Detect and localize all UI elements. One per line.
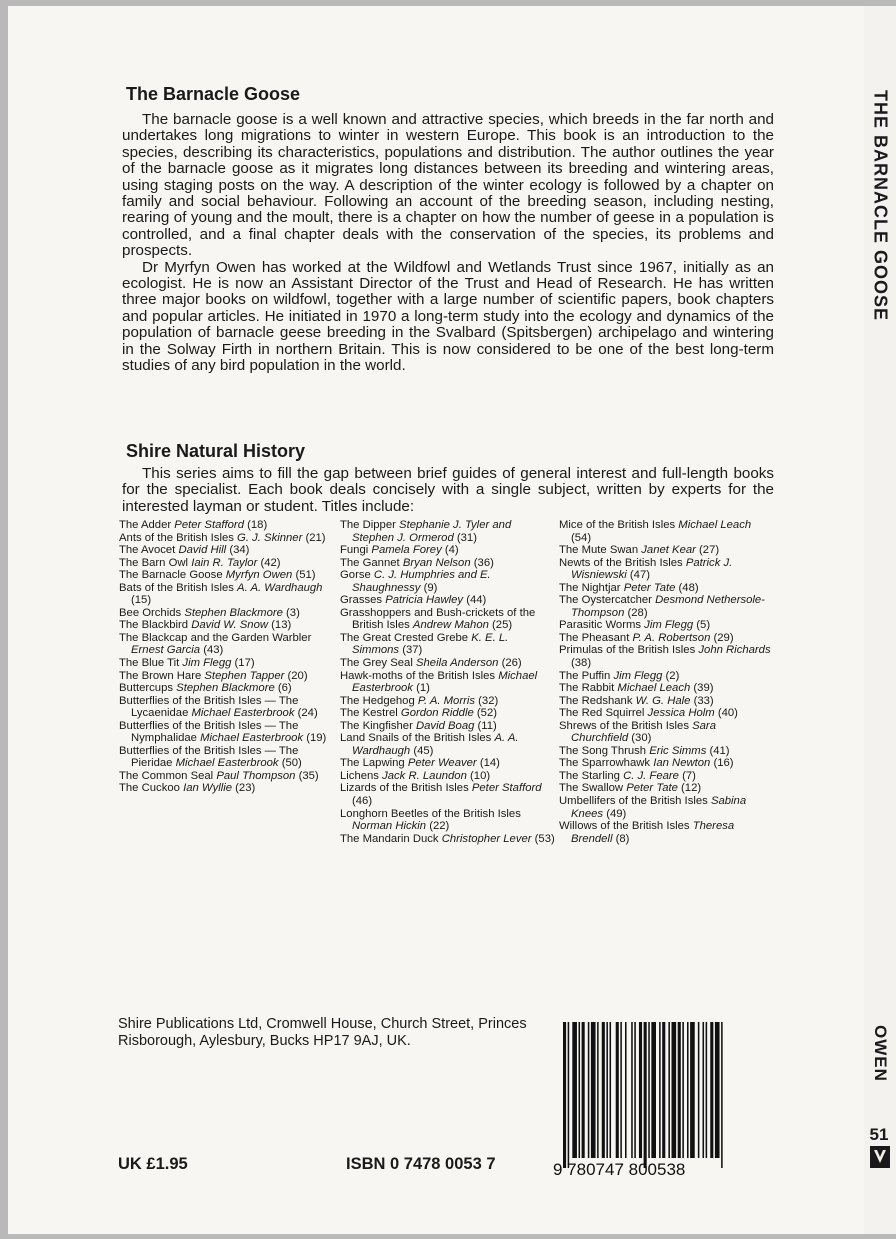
book-number: (23) xyxy=(235,782,256,795)
book-number: (6) xyxy=(277,682,292,695)
book-number: (15) xyxy=(131,594,152,607)
book-title: The Adder xyxy=(119,519,172,531)
list-item xyxy=(340,557,556,570)
book-title: Buttercups xyxy=(119,682,174,695)
series-intro: This series aims to fill the gap between brief guides of general interest and full-length books for the specialist. Each book deals concisely with a single subject, written by experts for the interested layman or student. Titles include: xyxy=(122,465,774,515)
book-author: Sabina Knees xyxy=(571,795,747,820)
list-item xyxy=(559,770,774,783)
barcode-bar xyxy=(682,1022,684,1158)
list-item xyxy=(340,632,556,657)
titles-column-1 xyxy=(119,519,339,795)
book-number: (25) xyxy=(492,619,513,632)
book-author: C. J. Feare xyxy=(623,769,679,782)
list-item xyxy=(119,745,339,770)
barcode-bar xyxy=(672,1022,677,1158)
barcode-bar xyxy=(588,1022,590,1158)
book-author: Janet Kear xyxy=(641,544,696,557)
book-number: (37) xyxy=(402,644,423,657)
book-title: The Mute Swan xyxy=(559,544,639,557)
book-title: The Pheasant xyxy=(559,631,630,644)
book-author: Peter Weaver xyxy=(407,757,477,770)
list-item xyxy=(559,682,774,695)
book-title: The Barn Owl xyxy=(119,556,189,569)
barcode-bar xyxy=(687,1022,689,1158)
book-author: Norman Hickin xyxy=(352,820,427,833)
list-item xyxy=(119,670,339,683)
book-number: (54) xyxy=(571,531,592,544)
barcode-bar xyxy=(639,1022,642,1158)
list-item xyxy=(340,707,556,720)
book-title: Butterflies of the British Isles — The Lycaenidae xyxy=(119,694,299,720)
barcode-bar xyxy=(678,1022,681,1158)
list-item xyxy=(119,720,339,745)
book-title: The Puffin xyxy=(559,669,611,682)
barcode-bar xyxy=(698,1022,700,1158)
list-item xyxy=(559,644,774,669)
list-item xyxy=(119,519,339,532)
book-author: Myrfyn Owen xyxy=(225,569,293,582)
book-number: (32) xyxy=(478,694,499,707)
book-number: (29) xyxy=(713,631,734,644)
barcode-bar xyxy=(721,1022,723,1168)
barcode-bar xyxy=(610,1022,612,1158)
book-number: (17) xyxy=(234,657,255,670)
book-author: Michael Easterbrook xyxy=(175,757,279,770)
book-number: (9) xyxy=(423,581,438,594)
book-number: (11) xyxy=(477,719,497,732)
titles-column-3 xyxy=(559,519,774,845)
book-author: Stephanie J. Tyler and Stephen J. Ormerod xyxy=(352,519,512,544)
book-number: (47) xyxy=(629,569,650,582)
book-title: The Blue Tit xyxy=(119,657,180,670)
list-item xyxy=(559,519,774,544)
book-author: Michael Easterbrook xyxy=(191,707,295,720)
book-author: Sheila Anderson xyxy=(415,657,499,670)
book-author: Michael Easterbrook xyxy=(200,732,304,745)
book-number: (7) xyxy=(682,769,696,782)
list-item xyxy=(119,557,339,570)
list-item xyxy=(559,707,774,720)
book-author: Ian Newton xyxy=(653,757,711,770)
list-item xyxy=(559,582,774,595)
list-item xyxy=(340,519,556,544)
book-title: Gorse xyxy=(340,569,371,582)
book-author: Patrick J. Wisniewski xyxy=(571,556,733,582)
book-author: G. J. Skinner xyxy=(237,531,303,544)
price: UK £1.95 xyxy=(118,1155,188,1173)
list-item xyxy=(119,632,339,657)
publisher-address: Shire Publications Ltd, Cromwell House, Church Street, Princes Risborough, Aylesbury, Bucks HP17 9AJ, UK. xyxy=(118,1016,527,1049)
book-title: The Starling xyxy=(559,769,620,782)
book-title: The Lapwing xyxy=(340,757,405,770)
book-number: (18) xyxy=(247,519,268,531)
list-item xyxy=(119,582,339,607)
book-title: The Common Seal xyxy=(119,769,214,782)
barcode-bar xyxy=(620,1022,622,1158)
book-author: Michael Leach xyxy=(617,682,691,695)
book-number: (36) xyxy=(473,556,494,569)
barcode-bar xyxy=(715,1022,720,1158)
list-item xyxy=(119,619,339,632)
book-title: The Gannet xyxy=(340,556,400,569)
list-item xyxy=(340,544,556,557)
book-author: Jim Flegg xyxy=(644,619,694,632)
book-number: (42) xyxy=(260,556,281,569)
book-number: (45) xyxy=(413,744,434,757)
book-author: Bryan Nelson xyxy=(402,556,471,569)
book-author: Stephen Blackmore xyxy=(176,682,275,695)
book-title: The Blackcap and the Garden Warbler xyxy=(119,631,312,644)
book-author: Pamela Forey xyxy=(371,544,442,557)
barcode-bar xyxy=(582,1022,585,1158)
list-item xyxy=(119,770,339,783)
barcode-bar xyxy=(572,1022,577,1158)
book-number: (16) xyxy=(713,757,734,770)
barcode-bar xyxy=(606,1022,608,1158)
book-author: Peter Tate xyxy=(626,782,678,795)
book-author: Ian Wyllie xyxy=(183,782,233,795)
book-author: Eric Simms xyxy=(649,744,707,757)
book-author: David Hill xyxy=(178,544,227,557)
list-item xyxy=(559,757,774,770)
list-item xyxy=(340,782,556,807)
book-number: (51) xyxy=(295,569,316,582)
book-author: A. A. Wardhaugh xyxy=(237,581,323,594)
list-item xyxy=(340,657,556,670)
book-title: Willows of the British Isles xyxy=(559,820,690,833)
book-number: (21) xyxy=(305,531,326,544)
book-author: John Richards xyxy=(698,644,771,657)
barcode-bar xyxy=(668,1022,670,1158)
book-title: Newts of the British Isles xyxy=(559,556,683,569)
book-title: The Red Squirrel xyxy=(559,707,645,720)
list-item xyxy=(340,770,556,783)
barcode-bar xyxy=(579,1022,581,1158)
titles-column-2 xyxy=(340,519,556,845)
book-author: David Boag xyxy=(415,719,475,732)
book-number: (38) xyxy=(571,657,592,670)
book-number: (26) xyxy=(501,657,522,670)
barcode-bar xyxy=(634,1022,636,1158)
spine-title: THE BARNACLE GOOSE xyxy=(870,90,891,322)
book-number: (41) xyxy=(709,744,730,757)
book-author: Michael Easterbrook xyxy=(352,669,538,695)
book-title: Land Snails of the British Isles xyxy=(340,732,492,745)
list-item xyxy=(340,695,556,708)
barcode-bar xyxy=(659,1022,661,1158)
list-item xyxy=(119,657,339,670)
book-author: Gordon Riddle xyxy=(400,707,474,720)
barcode-bar xyxy=(568,1022,570,1168)
barcode-bar xyxy=(563,1022,566,1168)
book-title: Butterflies of the British Isles — The Pieridae xyxy=(119,744,299,770)
list-item xyxy=(340,569,556,594)
book-number: (4) xyxy=(444,544,459,557)
list-item xyxy=(119,782,339,795)
list-item xyxy=(559,670,774,683)
book-title: The Grey Seal xyxy=(340,657,413,670)
book-number: (39) xyxy=(693,682,714,695)
barcode-bar xyxy=(662,1022,665,1158)
spine-number: 51 xyxy=(869,1125,889,1144)
book-title: The Great Crested Grebe xyxy=(340,631,469,644)
book-number: (35) xyxy=(298,769,319,782)
list-item xyxy=(340,594,556,607)
barcode-bar xyxy=(644,1022,647,1168)
book-author: Jim Flegg xyxy=(182,657,232,670)
book-author: Michael Leach xyxy=(678,519,752,531)
book-title: The Cuckoo xyxy=(119,782,180,795)
book-title: The Swallow xyxy=(559,782,624,795)
book-title: The Redshank xyxy=(559,694,633,707)
book-number: (50) xyxy=(281,757,302,770)
book-author: Peter Tate xyxy=(623,581,676,594)
book-number: (34) xyxy=(229,544,250,557)
book-number: (14) xyxy=(479,757,500,770)
book-title: Umbellifers of the British Isles xyxy=(559,795,708,808)
book-number: (20) xyxy=(287,669,308,682)
book-title: The Blackbird xyxy=(119,619,189,632)
list-item xyxy=(559,795,774,820)
book-description: The barnacle goose is a well known and attractive species, which breeds in the far north and undertakes long migrations to winter in western Europe. This book is an introduction to the species, describing its characteristics, populations and distribution. The author outlines the year of the barnacle goose as it migrates long distances between its breeding and wintering areas, using staging posts on the way. A description of the winter ecology is followed by a chapter on family and social behaviour. Following an account of the breeding season, including nesting, rearing of young and the moult, there is a chapter on how the number of geese in a population is controlled, and a final chapter deals with the conservation of the species, its problems and prospects. xyxy=(122,111,774,260)
book-author: Stephen Blackmore xyxy=(184,606,283,619)
book-number: (22) xyxy=(429,820,450,833)
isbn: ISBN 0 7478 0053 7 xyxy=(346,1155,496,1173)
list-item xyxy=(119,607,339,620)
book-number: (10) xyxy=(470,769,491,782)
list-item xyxy=(119,544,339,557)
barcode-bar xyxy=(648,1022,650,1158)
list-item xyxy=(119,682,339,695)
book-number: (33) xyxy=(693,694,714,707)
book-number: (49) xyxy=(606,807,627,820)
barcode-bar xyxy=(602,1022,605,1158)
book-title: Primulas of the British Isles xyxy=(559,644,696,657)
barcode-icon xyxy=(553,1018,770,1178)
barcode-bar xyxy=(631,1022,633,1158)
list-item xyxy=(340,720,556,733)
book-author: Stephen Tapper xyxy=(204,669,285,682)
list-item xyxy=(340,808,556,833)
book-number: (24) xyxy=(297,707,318,720)
list-item xyxy=(340,757,556,770)
book-title: The Dipper xyxy=(340,519,396,531)
book-author: P. A. Robertson xyxy=(632,631,711,644)
book-title: Lizards of the British Isles xyxy=(340,782,469,795)
book-number: (13) xyxy=(271,619,292,632)
list-item xyxy=(559,632,774,645)
list-item xyxy=(559,820,774,845)
book-title: Ants of the British Isles xyxy=(119,531,234,544)
book-number: (3) xyxy=(286,606,300,619)
book-author: Jessica Holm xyxy=(647,707,715,720)
book-number: (46) xyxy=(352,795,373,808)
barcode-bar xyxy=(690,1022,695,1158)
book-author: P. A. Morris xyxy=(417,694,476,707)
book-number: (1) xyxy=(416,682,430,695)
series-heading: Shire Natural History xyxy=(126,441,306,461)
author-bio: Dr Myrfyn Owen has worked at the Wildfowl and Wetlands Trust since 1967, initially as an ecologist. He is now an Assistant Director of the Trust and Head of Research. He has written three major books on wildfowl, together with a large number of scientific papers, book chapters and popular articles. He initiated in 1970 a long-term study into the ecology and dynamics of the population of barnacle geese breeding in the Svalbard (Spitsbergen) archipelago and wintering in the Solway Firth in northern Britain. This is now considered to be one of the best long-term studies of any bird population in the world. xyxy=(122,258,774,375)
book-title: The Song Thrush xyxy=(559,744,647,757)
book-author: Jack R. Laundon xyxy=(382,769,467,782)
book-number: (53) xyxy=(534,832,555,845)
barcode-digits: 9 780747 800538 xyxy=(553,1160,686,1178)
book-title: Longhorn Beetles of the British Isles xyxy=(340,807,521,820)
book-title: Parasitic Worms xyxy=(559,619,642,632)
book-number: (40) xyxy=(717,707,738,720)
book-author: C. J. Humphries and E. Shaughnessy xyxy=(352,569,491,594)
book-title: The Kingfisher xyxy=(340,719,413,732)
book-number: (30) xyxy=(631,732,652,745)
list-item xyxy=(340,833,556,846)
book-author: Ernest Garcia xyxy=(131,644,201,657)
book-number: (48) xyxy=(678,581,699,594)
book-title: The Nightjar xyxy=(559,581,621,594)
list-item xyxy=(119,532,339,545)
list-item xyxy=(340,732,556,757)
series-intro-block xyxy=(122,466,774,515)
barcode-bar xyxy=(710,1022,713,1158)
list-item xyxy=(559,594,774,619)
spine-author: OWEN xyxy=(871,1025,890,1082)
book-author: Peter Stafford xyxy=(471,782,542,795)
list-item xyxy=(119,569,339,582)
book-number: (12) xyxy=(681,782,702,795)
barcode-bar xyxy=(591,1022,596,1158)
list-item xyxy=(559,745,774,758)
book-number: (52) xyxy=(476,707,497,720)
book-title: Grasshoppers and Bush-crickets of the British Isles xyxy=(340,606,536,632)
book-author: Iain R. Taylor xyxy=(191,556,258,569)
barcode-bar xyxy=(597,1022,599,1158)
book-text xyxy=(122,112,774,375)
book-author: Peter Stafford xyxy=(174,519,244,531)
book-title: Butterflies of the British Isles — The Nymphalidae xyxy=(119,719,299,745)
book-number: (8) xyxy=(615,832,630,845)
list-item xyxy=(559,720,774,745)
book-title: The Hedgehog xyxy=(340,694,415,707)
book-number: (43) xyxy=(203,644,224,657)
barcode-bar xyxy=(651,1022,656,1158)
book-title: Bee Orchids xyxy=(119,606,182,619)
list-item xyxy=(559,557,774,582)
book-author: Patricia Hawley xyxy=(385,594,464,607)
book-number: (19) xyxy=(306,732,327,745)
book-title: The Mandarin Duck xyxy=(340,832,439,845)
book-title: Lichens xyxy=(340,769,379,782)
book-number: (5) xyxy=(696,619,711,632)
book-title: The Rabbit xyxy=(559,682,615,695)
book-title: Grasses xyxy=(340,594,383,607)
book-author: Theresa Brendell xyxy=(571,820,735,845)
list-item xyxy=(340,607,556,632)
book-title: Hawk-moths of the British Isles xyxy=(340,669,496,682)
book-author: Sara Churchfield xyxy=(571,719,716,745)
list-item xyxy=(559,782,774,795)
barcode-bar xyxy=(625,1022,627,1158)
book-title: Fungi xyxy=(340,544,369,557)
book-title: The Sparrowhawk xyxy=(559,757,651,770)
book-title: The Barnacle Goose xyxy=(119,569,223,582)
book-number: (28) xyxy=(627,606,648,619)
book-author: A. A. Wardhaugh xyxy=(352,732,519,757)
shire-logo-icon xyxy=(870,1146,890,1168)
book-author: W. G. Hale xyxy=(635,694,691,707)
barcode-bar xyxy=(703,1022,705,1158)
book-title: The Avocet xyxy=(119,544,176,557)
book-title: The Oystercatcher xyxy=(559,594,652,607)
book-author: Christopher Lever xyxy=(441,832,532,845)
list-item xyxy=(119,695,339,720)
barcode-bar xyxy=(706,1022,708,1158)
book-title: Shrews of the British Isles xyxy=(559,719,689,732)
book-author: Jim Flegg xyxy=(613,669,663,682)
book-author: David W. Snow xyxy=(191,619,269,632)
barcode-bar xyxy=(616,1022,619,1158)
list-item xyxy=(559,544,774,557)
book-number: (27) xyxy=(699,544,720,557)
book-number: (31) xyxy=(456,531,477,544)
book-author: Desmond Nethersole-Thompson xyxy=(571,594,765,619)
list-item xyxy=(559,695,774,708)
list-item xyxy=(340,670,556,695)
book-title: The Kestrel xyxy=(340,707,398,720)
book-author: Paul Thompson xyxy=(216,769,296,782)
book-title: Mice of the British Isles xyxy=(559,519,676,531)
list-item xyxy=(559,619,774,632)
book-heading: The Barnacle Goose xyxy=(126,84,301,104)
book-author: K. E. L. Simmons xyxy=(352,631,509,657)
book-title: The Brown Hare xyxy=(119,669,202,682)
book-title: Bats of the British Isles xyxy=(119,581,234,594)
book-author: Andrew Mahon xyxy=(412,619,489,632)
book-number: (44) xyxy=(466,594,487,607)
book-number: (2) xyxy=(665,669,680,682)
